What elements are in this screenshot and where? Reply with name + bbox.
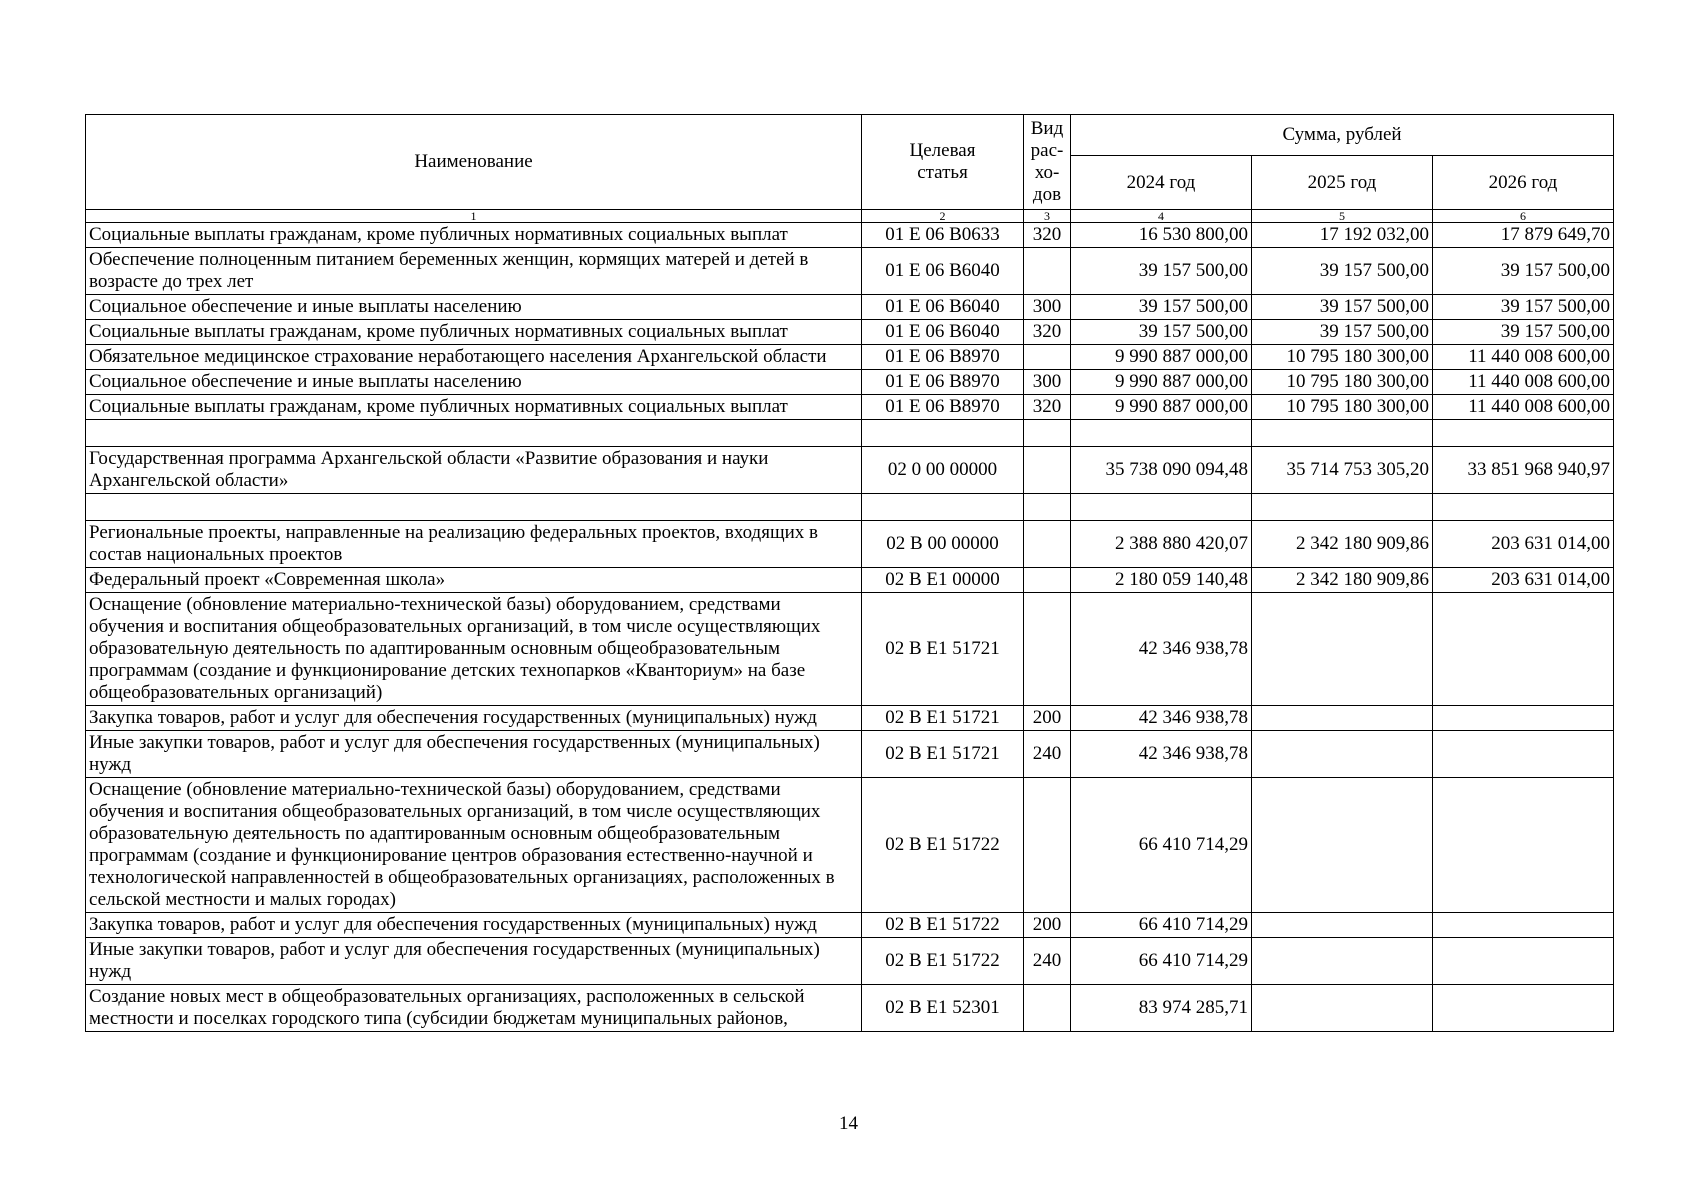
table-row <box>86 731 1614 778</box>
row-sum-2025: 39 157 500,00 <box>1252 320 1433 345</box>
row-expense-type <box>1024 521 1071 568</box>
row-sum-2024: 35 738 090 094,48 <box>1071 447 1252 494</box>
row-target-article: 01 Е 06 В0633 <box>862 223 1024 248</box>
row-sum-2025 <box>1252 913 1433 938</box>
table-row <box>86 913 1614 938</box>
row-target-article: 02 В Е1 00000 <box>862 568 1024 593</box>
column-number: 3 <box>1024 210 1071 223</box>
row-sum-2024: 39 157 500,00 <box>1071 248 1252 295</box>
row-expense-type: 240 <box>1024 731 1071 778</box>
row-sum-2024: 42 346 938,78 <box>1071 706 1252 731</box>
row-sum-2024: 2 180 059 140,48 <box>1071 568 1252 593</box>
row-sum-2026 <box>1433 938 1614 985</box>
row-name: Социальное обеспечение и иные выплаты населению <box>86 370 862 395</box>
row-sum-2026 <box>1433 420 1614 447</box>
row-expense-type <box>1024 593 1071 706</box>
row-sum-2024: 9 990 887 000,00 <box>1071 345 1252 370</box>
row-sum-2025 <box>1252 778 1433 913</box>
row-expense-type <box>1024 248 1071 295</box>
header-vid-line4: дов <box>1032 184 1062 205</box>
row-expense-type <box>1024 345 1071 370</box>
table-row <box>86 370 1614 395</box>
row-expense-type: 240 <box>1024 938 1071 985</box>
column-number: 6 <box>1433 210 1614 223</box>
row-sum-2026 <box>1433 494 1614 521</box>
header-vid-line3: хо- <box>1034 162 1060 183</box>
row-sum-2025: 17 192 032,00 <box>1252 223 1433 248</box>
header-vid-line1: Вид <box>1030 118 1064 139</box>
row-expense-type: 300 <box>1024 370 1071 395</box>
row-sum-2024: 9 990 887 000,00 <box>1071 370 1252 395</box>
table-row <box>86 320 1614 345</box>
row-expense-type <box>1024 420 1071 447</box>
row-name: Социальные выплаты гражданам, кроме публичных нормативных социальных выплат <box>86 223 862 248</box>
row-sum-2024: 39 157 500,00 <box>1071 320 1252 345</box>
row-target-article <box>862 420 1024 447</box>
row-sum-2026 <box>1433 778 1614 913</box>
row-expense-type: 300 <box>1024 295 1071 320</box>
row-sum-2025: 2 342 180 909,86 <box>1252 521 1433 568</box>
row-sum-2026: 39 157 500,00 <box>1433 295 1614 320</box>
header-sum: Сумма, рублей <box>1071 115 1614 156</box>
table-row <box>86 345 1614 370</box>
row-sum-2025 <box>1252 938 1433 985</box>
row-name: Социальные выплаты гражданам, кроме публичных нормативных социальных выплат <box>86 395 862 420</box>
row-sum-2026: 11 440 008 600,00 <box>1433 370 1614 395</box>
column-number: 4 <box>1071 210 1252 223</box>
row-target-article: 02 0 00 00000 <box>862 447 1024 494</box>
row-sum-2026: 17 879 649,70 <box>1433 223 1614 248</box>
row-sum-2024: 66 410 714,29 <box>1071 938 1252 985</box>
header-name: Наименование <box>86 115 862 210</box>
row-sum-2026: 39 157 500,00 <box>1433 248 1614 295</box>
row-sum-2026: 203 631 014,00 <box>1433 521 1614 568</box>
row-sum-2025: 10 795 180 300,00 <box>1252 345 1433 370</box>
row-target-article: 02 В Е1 51722 <box>862 913 1024 938</box>
header-year-2026: 2026 год <box>1433 156 1614 210</box>
row-target-article: 01 Е 06 В8970 <box>862 345 1024 370</box>
row-sum-2025: 2 342 180 909,86 <box>1252 568 1433 593</box>
row-sum-2026: 11 440 008 600,00 <box>1433 395 1614 420</box>
row-target-article: 02 В Е1 51721 <box>862 731 1024 778</box>
row-name: Оснащение (обновление материально-технической базы) оборудованием, средствами обучения и воспитания общеобразовательных организаций, в том числе осуществляющих образовательную деятельность по адаптированным основным общеобразовательным программам (создание и функционирование детских технопарков «Кванториум» на базе общеобразовательных организаций) <box>86 593 862 706</box>
column-number: 2 <box>862 210 1024 223</box>
row-name: Иные закупки товаров, работ и услуг для обеспечения государственных (муниципальных) нужд <box>86 731 862 778</box>
row-expense-type: 320 <box>1024 320 1071 345</box>
row-name: Федеральный проект «Современная школа» <box>86 568 862 593</box>
row-sum-2024: 16 530 800,00 <box>1071 223 1252 248</box>
row-expense-type: 200 <box>1024 913 1071 938</box>
table-row <box>86 223 1614 248</box>
row-name: Обеспечение полноценным питанием беременных женщин, кормящих матерей и детей в возрасте до трех лет <box>86 248 862 295</box>
header-vid-line2: рас- <box>1030 140 1064 161</box>
row-expense-type <box>1024 778 1071 913</box>
header-target-line1: Целевая <box>909 140 976 161</box>
row-expense-type <box>1024 447 1071 494</box>
row-sum-2024: 39 157 500,00 <box>1071 295 1252 320</box>
row-sum-2024: 42 346 938,78 <box>1071 731 1252 778</box>
table-row <box>86 295 1614 320</box>
row-sum-2026: 33 851 968 940,97 <box>1433 447 1614 494</box>
row-sum-2025 <box>1252 593 1433 706</box>
column-number: 1 <box>86 210 862 223</box>
row-sum-2025: 39 157 500,00 <box>1252 295 1433 320</box>
row-name: Оснащение (обновление материально-технической базы) оборудованием, средствами обучения и воспитания общеобразовательных организаций, в том числе осуществляющих образовательную деятельность по адаптированным основным общеобразовательным программам (создание и функционирование центров образования естественно-научной и технологической направленностей в общеобразовательных организациях, расположенных в сельской местности и малых городах) <box>86 778 862 913</box>
row-sum-2025: 10 795 180 300,00 <box>1252 370 1433 395</box>
row-sum-2025: 39 157 500,00 <box>1252 248 1433 295</box>
row-expense-type <box>1024 494 1071 521</box>
header-year-2024: 2024 год <box>1071 156 1252 210</box>
row-expense-type: 200 <box>1024 706 1071 731</box>
row-name: Закупка товаров, работ и услуг для обеспечения государственных (муниципальных) нужд <box>86 706 862 731</box>
header-target-article <box>862 115 1024 210</box>
table-row <box>86 706 1614 731</box>
table-row <box>86 248 1614 295</box>
row-expense-type <box>1024 985 1071 1032</box>
row-sum-2026 <box>1433 985 1614 1032</box>
header-target-line2: статья <box>917 162 968 183</box>
row-name <box>86 494 862 521</box>
page-number: 14 <box>839 1113 858 1134</box>
row-name <box>86 420 862 447</box>
row-sum-2025 <box>1252 420 1433 447</box>
row-sum-2026: 39 157 500,00 <box>1433 320 1614 345</box>
row-name: Государственная программа Архангельской области «Развитие образования и науки Архангельской области» <box>86 447 862 494</box>
row-name: Закупка товаров, работ и услуг для обеспечения государственных (муниципальных) нужд <box>86 913 862 938</box>
table-row <box>86 568 1614 593</box>
row-sum-2026 <box>1433 593 1614 706</box>
row-name: Региональные проекты, направленные на реализацию федеральных проектов, входящих в состав национальных проектов <box>86 521 862 568</box>
row-target-article: 02 В Е1 51722 <box>862 778 1024 913</box>
row-sum-2026: 11 440 008 600,00 <box>1433 345 1614 370</box>
table-row <box>86 447 1614 494</box>
column-number: 5 <box>1252 210 1433 223</box>
row-target-article: 01 Е 06 В6040 <box>862 248 1024 295</box>
row-name: Социальное обеспечение и иные выплаты населению <box>86 295 862 320</box>
row-sum-2026: 203 631 014,00 <box>1433 568 1614 593</box>
row-sum-2025 <box>1252 494 1433 521</box>
row-sum-2024: 9 990 887 000,00 <box>1071 395 1252 420</box>
row-expense-type: 320 <box>1024 223 1071 248</box>
row-expense-type <box>1024 568 1071 593</box>
row-target-article <box>862 494 1024 521</box>
row-name: Социальные выплаты гражданам, кроме публичных нормативных социальных выплат <box>86 320 862 345</box>
table-row <box>86 395 1614 420</box>
row-sum-2026 <box>1433 706 1614 731</box>
table-row-spacer <box>86 420 1614 447</box>
row-sum-2025 <box>1252 731 1433 778</box>
budget-table <box>85 114 1614 1032</box>
row-target-article: 02 В Е1 51721 <box>862 706 1024 731</box>
row-expense-type: 320 <box>1024 395 1071 420</box>
row-sum-2024 <box>1071 494 1252 521</box>
table-row <box>86 521 1614 568</box>
row-target-article: 02 В Е1 52301 <box>862 985 1024 1032</box>
row-sum-2024: 83 974 285,71 <box>1071 985 1252 1032</box>
header-expense-type <box>1024 115 1071 210</box>
row-name: Иные закупки товаров, работ и услуг для обеспечения государственных (муниципальных) нужд <box>86 938 862 985</box>
table-row-spacer <box>86 494 1614 521</box>
row-target-article: 01 Е 06 В6040 <box>862 295 1024 320</box>
row-sum-2024: 2 388 880 420,07 <box>1071 521 1252 568</box>
table-row <box>86 938 1614 985</box>
table-body <box>86 223 1614 1032</box>
row-sum-2024 <box>1071 420 1252 447</box>
table-row <box>86 985 1614 1032</box>
row-target-article: 01 Е 06 В8970 <box>862 395 1024 420</box>
row-name: Создание новых мест в общеобразовательных организациях, расположенных в сельской местности и поселках городского типа (субсидии бюджетам муниципальных районов, <box>86 985 862 1032</box>
row-target-article: 02 В 00 00000 <box>862 521 1024 568</box>
row-sum-2026 <box>1433 913 1614 938</box>
row-sum-2024: 42 346 938,78 <box>1071 593 1252 706</box>
row-sum-2024: 66 410 714,29 <box>1071 913 1252 938</box>
row-target-article: 02 В Е1 51721 <box>862 593 1024 706</box>
row-sum-2025 <box>1252 706 1433 731</box>
row-sum-2024: 66 410 714,29 <box>1071 778 1252 913</box>
row-target-article: 01 Е 06 В6040 <box>862 320 1024 345</box>
row-sum-2025 <box>1252 985 1433 1032</box>
row-sum-2025: 10 795 180 300,00 <box>1252 395 1433 420</box>
row-target-article: 01 Е 06 В8970 <box>862 370 1024 395</box>
row-sum-2026 <box>1433 731 1614 778</box>
row-target-article: 02 В Е1 51722 <box>862 938 1024 985</box>
row-name: Обязательное медицинское страхование неработающего населения Архангельской области <box>86 345 862 370</box>
row-sum-2025: 35 714 753 305,20 <box>1252 447 1433 494</box>
table-row <box>86 593 1614 706</box>
header-year-2025: 2025 год <box>1252 156 1433 210</box>
table-row <box>86 778 1614 913</box>
